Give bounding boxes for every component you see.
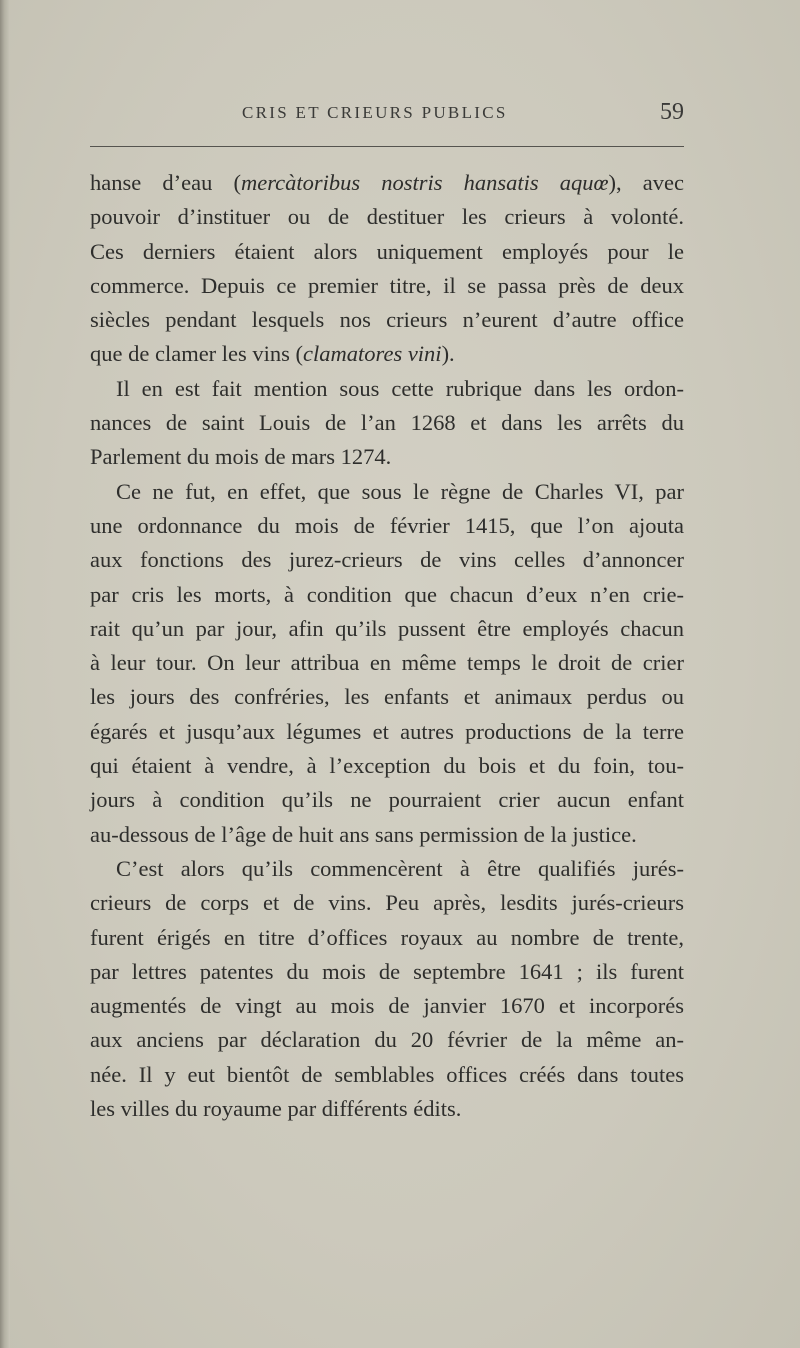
body-text [90, 166, 684, 1126]
page-number: 59 [660, 99, 684, 125]
text-line: rait qu’un par jour, afin qu’ils pussent être employés chacun [90, 615, 684, 641]
text-line: qui étaient à vendre, à l’exception du bois et du foin, tou- [90, 753, 684, 779]
text-line: siècles pendant lesquels nos crieurs n’eurent d’autre office [90, 307, 684, 333]
text-line: C’est alors qu’ils commencèrent à être qualifiés jurés- [116, 855, 684, 881]
text-line: commerce. Depuis ce premier titre, il se passa près de deux [90, 272, 684, 298]
text-line: Ces derniers étaient alors uniquement employés pour le [90, 238, 684, 264]
text-line: les jours des confréries, les enfants et animaux perdus ou [90, 684, 684, 710]
text-line: Ce ne fut, en effet, que sous le règne de Charles VI, par [116, 478, 684, 504]
running-head [90, 99, 684, 133]
latin-phrase: mercàtoribus nostris hansatis aquœ [240, 170, 609, 195]
text-line: à leur tour. On leur attribua en même temps le droit de crier [90, 650, 684, 676]
text-line: par cris les morts, à condition que chacun d’eux n’en crie- [90, 581, 684, 607]
text-line: augmentés de vingt au mois de janvier 1670 et incorporés [90, 993, 684, 1019]
text-line: par lettres patentes du mois de septembre 1641 ; ils furent [90, 958, 684, 984]
text-line: les villes du royaume par différents édits. [90, 1096, 462, 1122]
text-line: Parlement du mois de mars 1274. [90, 444, 392, 470]
text-line: au-dessous de l’âge de huit ans sans permission de la justice. [90, 821, 637, 847]
text-line: pouvoir d’instituer ou de destituer les crieurs à volonté. [90, 204, 684, 230]
text-line: nances de saint Louis de l’an 1268 et dans les arrêts du [90, 410, 684, 436]
binding-edge [0, 0, 10, 1348]
text-line: égarés et jusqu’aux légumes et autres productions de la terre [90, 718, 684, 744]
text-line: furent érigés en titre d’offices royaux au nombre de trente, [90, 924, 684, 950]
text-line: aux anciens par déclaration du 20 février de la même an- [90, 1027, 684, 1053]
header-rule [90, 146, 684, 147]
text-line: aux fonctions des jurez-crieurs de vins celles d’annoncer [90, 547, 684, 573]
running-title: CRIS ET CRIEURS PUBLICS [242, 103, 508, 122]
text-line: que de clamer les vins (clamatores vini). [90, 341, 455, 367]
text-line: née. Il y eut bientôt de semblables offices créés dans toutes [90, 1061, 684, 1087]
text-line: crieurs de corps et de vins. Peu après, lesdits jurés-crieurs [90, 890, 684, 916]
text-line: une ordonnance du mois de février 1415, que l’on ajouta [90, 512, 684, 538]
latin-phrase: clamatores vini [303, 341, 442, 367]
text-line: jours à condition qu’ils ne pourraient crier aucun enfant [90, 787, 684, 813]
text-line: hanse d’eau (mercàtoribus nostris hansatis aquœ), avec [90, 170, 685, 195]
text-line: Il en est fait mention sous cette rubrique dans les ordon- [116, 375, 684, 401]
